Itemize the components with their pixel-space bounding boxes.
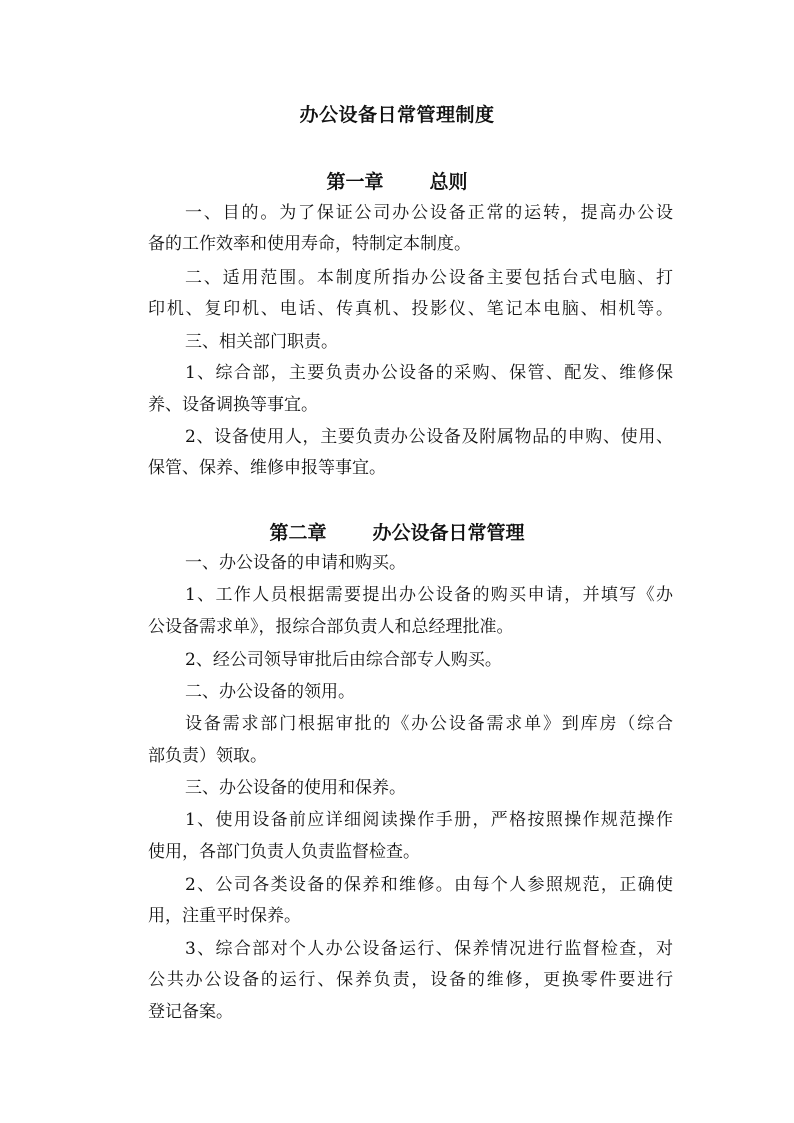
- paragraph-line: 二、办公设备的领用。: [185, 682, 355, 702]
- paragraph-line: 印机、复印机、电话、传真机、投影仪、笔记本电脑、相机等。: [148, 299, 673, 319]
- chapter-2-number: 第二章: [269, 522, 327, 544]
- paragraph-line: 设备需求部门根据审批的《办公设备需求单》到库房（综合: [185, 714, 673, 734]
- paragraph-line: 1、使用设备前应详细阅读操作手册，严格按照操作规范操作: [185, 810, 673, 830]
- paragraph-line: 公设备需求单》，报综合部负责人和总经理批准。: [148, 617, 514, 637]
- paragraph-line: 1、综合部，主要负责办公设备的采购、保管、配发、维修保: [185, 363, 673, 383]
- paragraph-line: 公共办公设备的运行、保养负责，设备的维修，更换零件要进行: [148, 970, 673, 990]
- paragraph-line: 1、工作人员根据需要提出办公设备的购买申请，并填写《办: [185, 585, 673, 605]
- chapter-1-number: 第一章: [326, 171, 384, 193]
- paragraph-line: 2、公司各类设备的保养和维修。由每个人参照规范，正确使: [185, 875, 673, 895]
- document-title: 办公设备日常管理制度: [299, 104, 495, 126]
- paragraph-line: 2、设备使用人，主要负责办公设备及附属物品的申购、使用、: [185, 427, 673, 447]
- paragraph-line: 使用，各部门负责人负责监督检查。: [148, 842, 420, 862]
- paragraph-line: 保管、保养、维修申报等事宜。: [148, 458, 386, 478]
- chapter-1-heading: [0, 167, 794, 194]
- chapter-1-name: 总则: [429, 171, 468, 193]
- paragraph-line: 3、综合部对个人办公设备运行、保养情况进行监督检查，对: [185, 939, 673, 959]
- chapter-2-heading: [0, 518, 794, 545]
- paragraph-line: 登记备案。: [148, 1002, 233, 1022]
- paragraph-line: 养、设备调换等事宜。: [148, 395, 318, 415]
- paragraph-line: 三、办公设备的使用和保养。: [185, 778, 406, 798]
- paragraph-line: 2、经公司领导审批后由综合部专人购买。: [185, 650, 502, 670]
- paragraph-line: 一、目的。为了保证公司办公设备正常的运转，提高办公设: [185, 203, 673, 223]
- paragraph-line: 三、相关部门职责。: [185, 332, 338, 352]
- paragraph-line: 一、办公设备的申请和购买。: [185, 553, 406, 573]
- paragraph-line: 二、适用范围。本制度所指办公设备主要包括台式电脑、打: [185, 268, 673, 288]
- paragraph-line: 部负责）领取。: [148, 746, 267, 766]
- paragraph-line: 用，注重平时保养。: [148, 906, 301, 926]
- chapter-2-name: 办公设备日常管理: [372, 522, 525, 544]
- paragraph-line: 备的工作效率和使用寿命，特制定本制度。: [148, 234, 471, 254]
